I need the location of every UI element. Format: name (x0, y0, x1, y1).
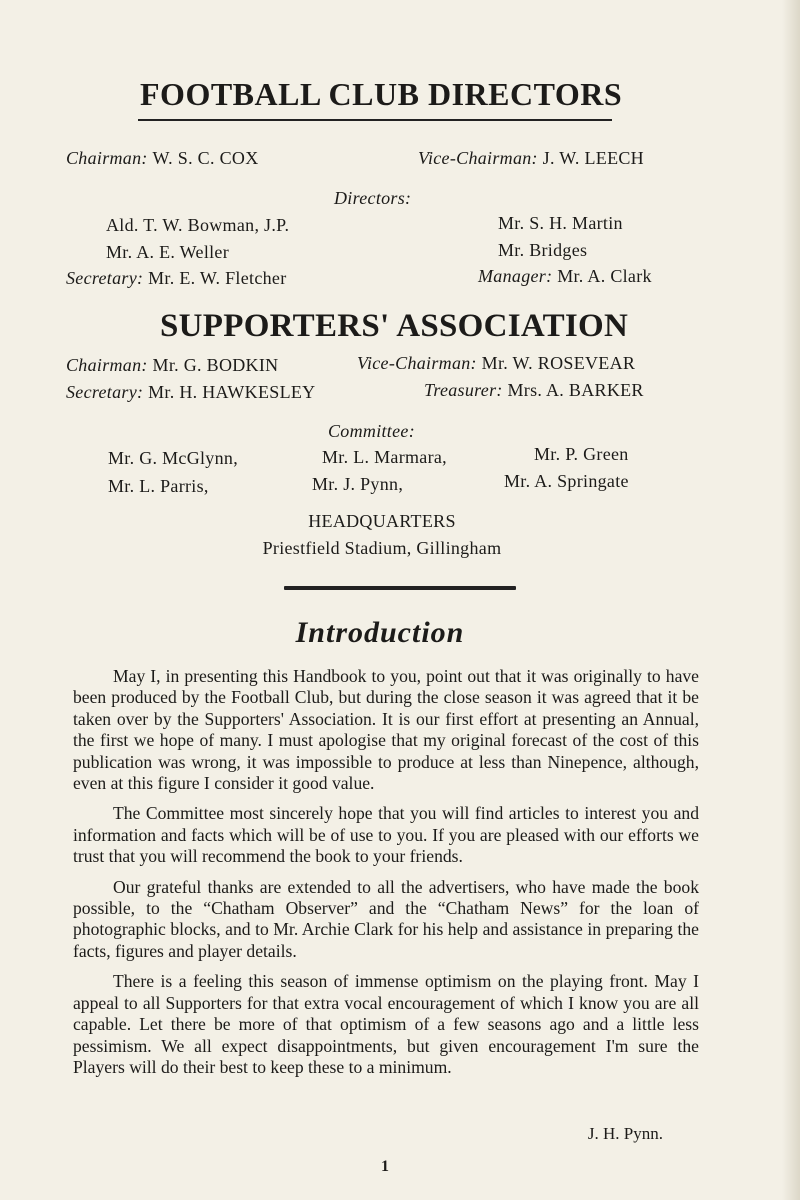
intro-paragraph-4: There is a feeling this season of immense optimism on the playing front. May I appeal to all Supporters for that extra vocal encouragement of which I know you are all capable. Let there be more of that optimism of a few seasons ago and a little less pessimism. We all expect disappointments, but given encouragement I'm sure the Players will do their best to keep these to a minimum. (73, 971, 699, 1077)
club-manager-line: Manager: Mr. A. Clark (478, 266, 652, 286)
club-secretary-name: Mr. E. W. Fletcher (148, 268, 287, 288)
director-left-2: Mr. A. E. Weller (106, 242, 230, 262)
intro-paragraph-3: Our grateful thanks are extended to all the advertisers, who have made the book possible, to the “Chatham Observer” and the “Chatham News” for the loan of photographic blocks, and to Mr. Archie Clark for his help and assistance in preparing the facts, figures and player details. (73, 876, 699, 961)
club-secretary-line: Secretary: Mr. E. W. Fletcher (66, 268, 287, 288)
directors-heading: Directors: (334, 188, 412, 208)
club-manager-name: Mr. A. Clark (557, 266, 652, 286)
title-underline (138, 119, 612, 121)
committee-heading: Committee: (328, 421, 415, 441)
assoc-vice-chairman-label: Vice-Chairman (357, 353, 471, 373)
director-left-1: Ald. T. W. Bowman, J.P. (106, 215, 290, 235)
committee-member: Mr. A. Springate (504, 471, 629, 491)
committee-member: Mr. L. Parris, (108, 476, 209, 496)
directors-label: Directors (334, 188, 406, 208)
club-vice-chairman-name: J. W. LEECH (542, 148, 644, 168)
assoc-chairman-line: Chairman: Mr. G. BODKIN (66, 355, 279, 375)
assoc-treasurer-line: Treasurer: Mrs. A. BARKER (424, 380, 644, 400)
page-number: 1 (381, 1158, 389, 1175)
assoc-vice-chairman-name: Mr. W. ROSEVEAR (481, 353, 636, 373)
vice-chairman-role-label: Vice-Chairman (418, 148, 532, 168)
intro-paragraph-2: The Committee most sincerely hope that you will find articles to interest you and information and facts which will be of use to you. If you are pleased with our efforts we trust that you will recommend the book to your friends. (73, 803, 699, 867)
assoc-chairman-name: Mr. G. BODKIN (152, 355, 279, 375)
headquarters-address: Priestfield Stadium, Gillingham (262, 538, 502, 558)
assoc-chairman-label: Chairman (66, 355, 142, 375)
manager-role-label: Manager (478, 266, 547, 286)
club-directors-title: FOOTBALL CLUB DIRECTORS (140, 76, 623, 112)
committee-member: Mr. J. Pynn, (312, 474, 404, 494)
assoc-vice-chairman-line: Vice-Chairman: Mr. W. ROSEVEAR (357, 353, 636, 373)
assoc-treasurer-label: Treasurer (424, 380, 497, 400)
headquarters-label: HEADQUARTERS (308, 511, 456, 531)
secretary-role-label: Secretary (66, 268, 137, 288)
committee-label: Committee (328, 421, 409, 441)
assoc-secretary-line: Secretary: Mr. H. HAWKESLEY (66, 382, 316, 402)
director-right-1: Mr. S. H. Martin (498, 213, 623, 233)
assoc-secretary-name: Mr. H. HAWKESLEY (148, 382, 316, 402)
intro-paragraph-1: May I, in presenting this Handbook to you, point out that it was originally to have been produced by the Football Club, but during the close season it was agreed that it be taken over by the Supporters' Association. It is our first effort at presenting an Annual, the first we hope of many. I must apologise that my original forecast of the cost of this publication was wrong, it was impossible to produce at less than Ninepence, although, even at this figure I consider it good value. (73, 666, 699, 794)
page-spine-shadow (782, 0, 800, 1200)
committee-member: Mr. L. Marmara, (322, 447, 447, 467)
club-vice-chairman-line: Vice-Chairman: J. W. LEECH (418, 148, 644, 168)
committee-member: Mr. P. Green (534, 444, 629, 464)
chairman-role-label: Chairman (66, 148, 142, 168)
signature: J. H. Pynn. (587, 1124, 663, 1143)
section-divider (284, 586, 516, 590)
committee-member: Mr. G. McGlynn, (108, 448, 238, 468)
director-right-2: Mr. Bridges (498, 240, 588, 260)
assoc-secretary-label: Secretary (66, 382, 137, 402)
club-chairman-line: Chairman: W. S. C. COX (66, 148, 259, 168)
supporters-association-title: SUPPORTERS' ASSOCIATION (160, 308, 629, 344)
assoc-treasurer-name: Mrs. A. BARKER (507, 380, 644, 400)
introduction-body (73, 666, 699, 1087)
introduction-title: Introduction (295, 616, 465, 649)
club-chairman-name: W. S. C. COX (152, 148, 259, 168)
